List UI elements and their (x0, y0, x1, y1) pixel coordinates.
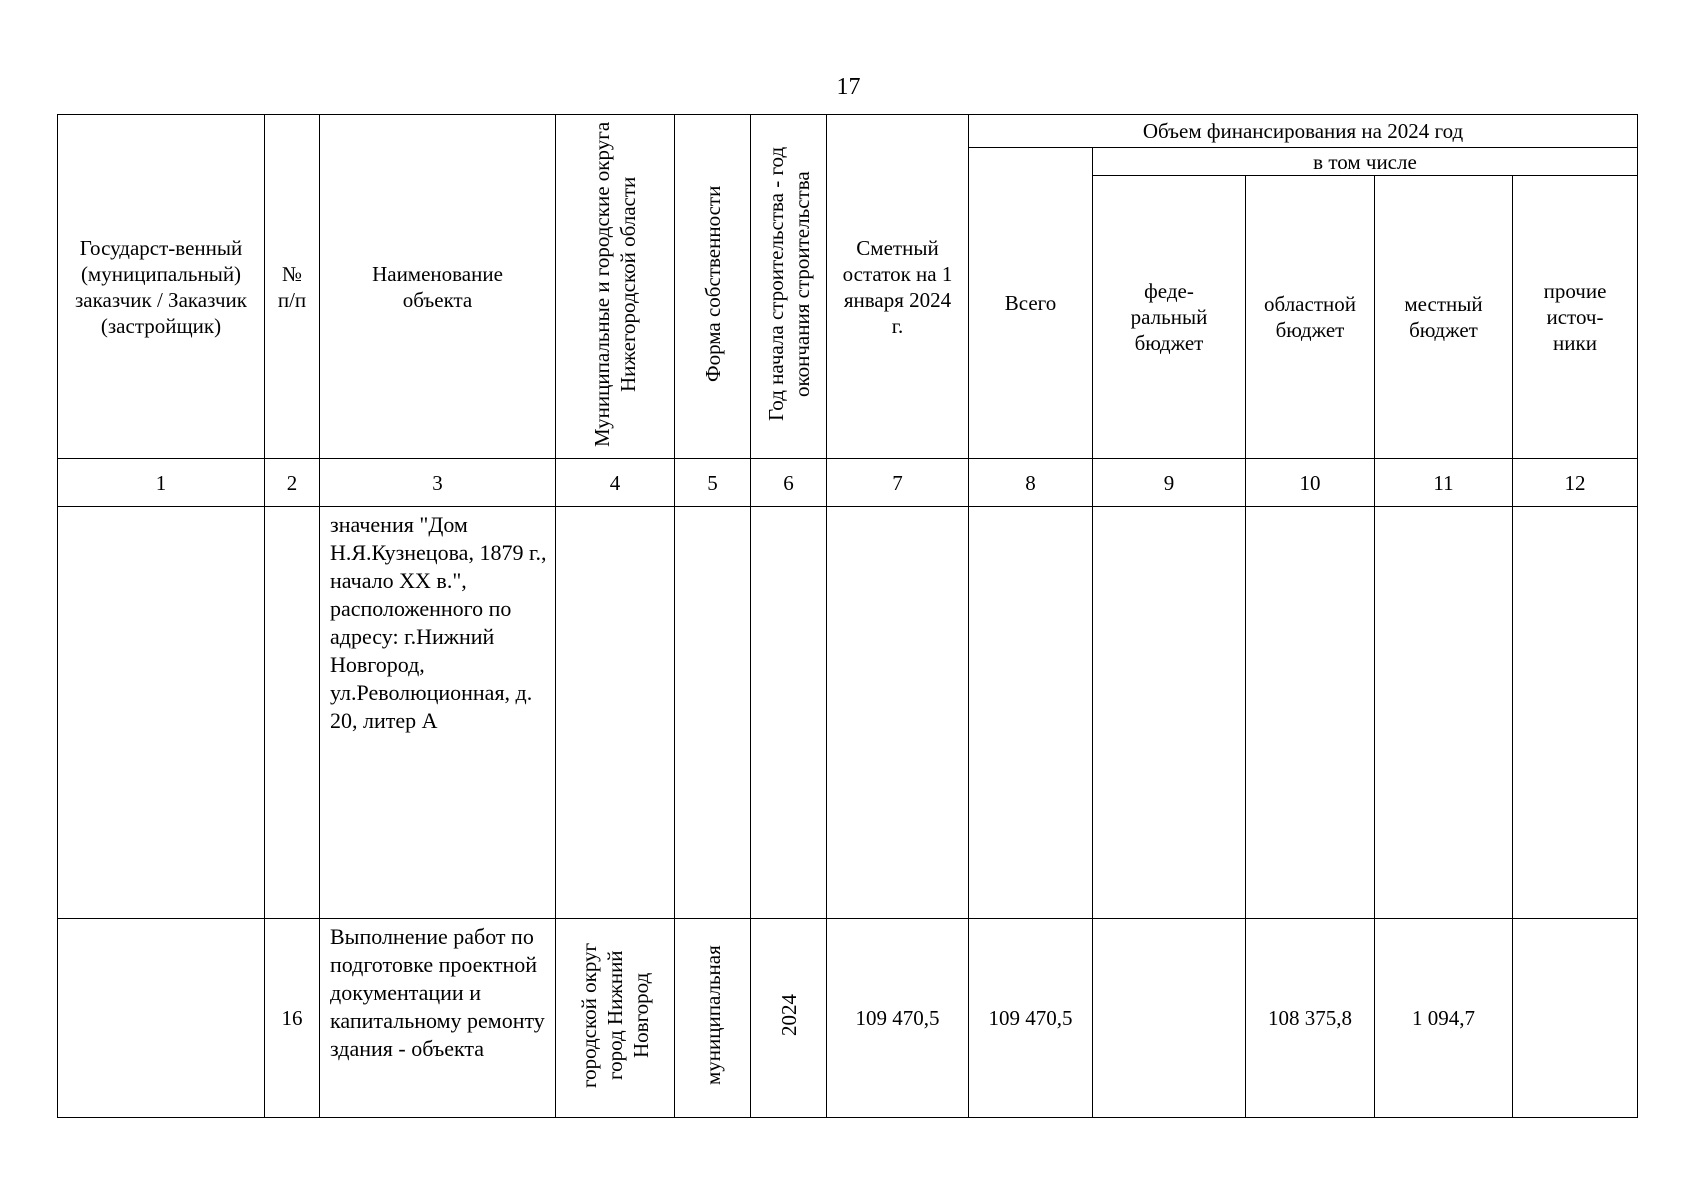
table-row (58, 919, 1638, 1118)
investment-table (57, 114, 1638, 1118)
cell-municipality (556, 507, 675, 919)
header-object-name-text: Наименование объекта (372, 261, 503, 312)
column-number: 6 (751, 459, 827, 507)
header-number-text: № п/п (277, 261, 307, 312)
header-local-text: местный бюджет (1404, 292, 1483, 342)
header-years (751, 115, 827, 459)
header-local (1375, 176, 1513, 459)
header-federal (1093, 176, 1246, 459)
cell-ownership (675, 919, 751, 1118)
table-row (58, 507, 1638, 919)
header-ownership (675, 115, 751, 459)
column-number: 4 (556, 459, 675, 507)
cell-total: 109 470,5 (969, 919, 1093, 1118)
cell-number: 16 (265, 919, 320, 1118)
cell-years (751, 507, 827, 919)
header-object-name (320, 115, 556, 459)
header-estimate-balance (827, 115, 969, 459)
header-estimate-balance-text: Сметный остаток на 1 января 2024 г. (842, 235, 953, 338)
column-number: 1 (58, 459, 265, 507)
cell-object-name: значения "Дом Н.Я.Кузнецова, 1879 г., начало XX в.", расположенного по адресу: г.Нижний Новгород, ул.Революционная, д. 20, литер А (320, 507, 556, 919)
header-other (1513, 176, 1638, 459)
cell-other (1513, 507, 1638, 919)
cell-total (969, 507, 1093, 919)
column-number: 2 (265, 459, 320, 507)
header-federal-text: феде-ральный бюджет (1130, 279, 1208, 355)
cell-years (751, 919, 827, 1118)
cell-ownership-text: муниципальная (700, 945, 725, 1085)
header-municipality-text: Муниципальные и городские округа Нижегородской области (590, 120, 640, 447)
header-years-text: Год начала строительства - год окончания строительства (763, 146, 814, 421)
cell-ownership (675, 507, 751, 919)
cell-municipality-text: городской округ город Нижний Новгород (577, 942, 653, 1088)
cell-municipality (556, 919, 675, 1118)
cell-other (1513, 919, 1638, 1118)
column-number: 10 (1246, 459, 1375, 507)
header-customer (58, 115, 265, 459)
cell-estimate-balance (827, 507, 969, 919)
column-number: 9 (1093, 459, 1246, 507)
cell-federal (1093, 507, 1246, 919)
header-customer-text: Государст-венный (муниципальный) заказчик / Заказчик (застройщик) (75, 235, 247, 338)
cell-years-text: 2024 (776, 994, 801, 1036)
cell-number (265, 507, 320, 919)
header-including-group: в том числе (1093, 148, 1638, 176)
cell-local: 1 094,7 (1375, 919, 1513, 1118)
column-number: 12 (1513, 459, 1638, 507)
header-regional-text: областной бюджет (1264, 292, 1356, 342)
column-number: 7 (827, 459, 969, 507)
header-total: Всего (969, 148, 1093, 459)
column-number: 5 (675, 459, 751, 507)
cell-regional: 108 375,8 (1246, 919, 1375, 1118)
header-municipality (556, 115, 675, 459)
header-funding-group: Объем финансирования на 2024 год (969, 115, 1638, 148)
column-number: 11 (1375, 459, 1513, 507)
header-regional (1246, 176, 1375, 459)
cell-object-name: Выполнение работ по подготовке проектной документации и капитальному ремонту здания - объекта (320, 919, 556, 1118)
page-number: 17 (836, 74, 861, 100)
column-number: 3 (320, 459, 556, 507)
column-number-row (58, 459, 1638, 507)
cell-local (1375, 507, 1513, 919)
header-number (265, 115, 320, 459)
header-ownership-text: Форма собственности (700, 185, 725, 382)
header-other-text: прочие источ-ники (1543, 279, 1607, 355)
cell-federal (1093, 919, 1246, 1118)
cell-customer (58, 507, 265, 919)
cell-customer (58, 919, 265, 1118)
cell-regional (1246, 507, 1375, 919)
column-number: 8 (969, 459, 1093, 507)
cell-estimate-balance: 109 470,5 (827, 919, 969, 1118)
